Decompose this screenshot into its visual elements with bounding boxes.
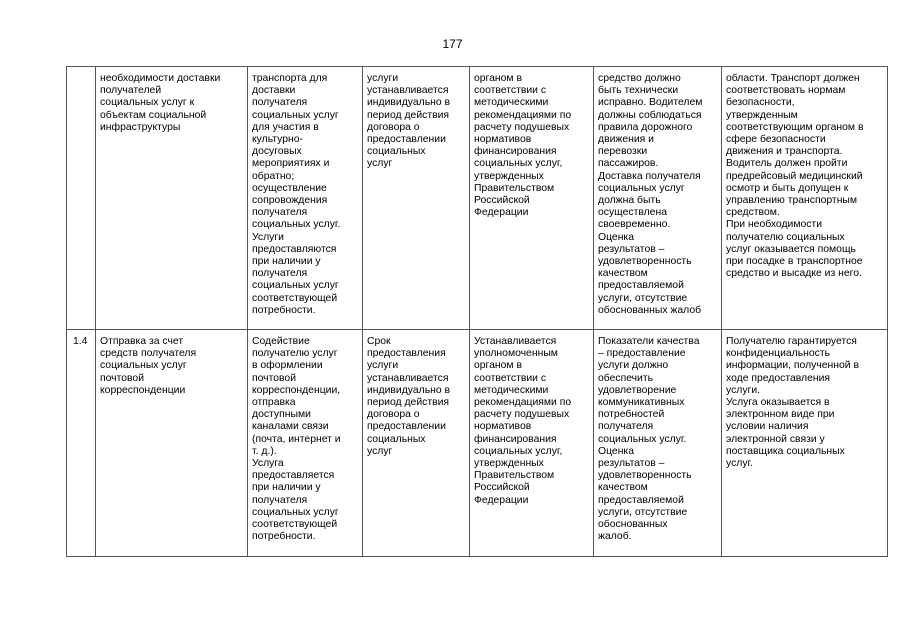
table-cell: транспорта для доставки получателя социальных услуг для участия в культурно- досуговых мероприятиях и обратно; осуществление сопровождения получателя социальных услуг. Услуги предоставляются при наличии у получателя социальных услуг соответствующей потребности. [248, 67, 363, 330]
table-cell: Содействие получателю услуг в оформлении почтовой корреспонденции, отправка доступными каналами связи (почта, интернет и т. д.). Услуга предоставляется при наличии у получателя социальных услуг соответствующей потребности. [248, 330, 363, 557]
table-cell: Показатели качества – предоставление услуги должно обеспечить удовлетворение коммуникативных потребностей получателя социальных услуг. Оценка результатов – удовлетворенность качеством предоставляемой услуги, отсутствие обоснованных жалоб. [594, 330, 722, 557]
table-cell: области. Транспорт должен соответствовать нормам безопасности, утвержденным соответствующим органом в сфере безопасности движения и транспорта. Водитель должен пройти предрейсовый медицинский осмотр и быть допущен к управлению транспортным средством. При необходимости получателю социальных услуг оказывается помощь при посадке в транспортное средство и высадке из него. [722, 67, 888, 330]
table-row [67, 67, 888, 330]
table-row [67, 330, 888, 557]
table-cell: Устанавливается уполномоченным органом в соответствии с методическими рекомендациями по расчету подушевых нормативов финансирования социальных услуг, утвержденных Правительством Российской Федерации [470, 330, 594, 557]
table-cell: Срок предоставления услуги устанавливается индивидуально в период действия договора о предоставлении социальных услуг [363, 330, 470, 557]
services-table [66, 66, 888, 557]
table-cell: Получателю гарантируется конфиденциальность информации, полученной в ходе предоставления услуги. Услуга оказывается в электронном виде при условии наличия электронной связи у поставщика социальных услуг. [722, 330, 888, 557]
table-cell: услуги устанавливается индивидуально в период действия договора о предоставлении социальных услуг [363, 67, 470, 330]
row-number [67, 67, 96, 330]
table-cell: органом в соответствии с методическими рекомендациями по расчету подушевых нормативов финансирования социальных услуг, утвержденных Правительством Российской Федерации [470, 67, 594, 330]
table-cell: средство должно быть технически исправно. Водителем должны соблюдаться правила дорожного движения и перевозки пассажиров. Доставка получателя социальных услуг должна быть осуществлена своевременно. Оценка результатов – удовлетворенность качеством предоставляемой услуги, отсутствие обоснованных жалоб [594, 67, 722, 330]
table-cell: Отправка за счет средств получателя социальных услуг почтовой корреспонденции [96, 330, 248, 557]
page-number: 177 [442, 37, 463, 51]
table-cell: необходимости доставки получателей социальных услуг к объектам социальной инфраструктуры [96, 67, 248, 330]
row-number: 1.4 [67, 330, 96, 557]
